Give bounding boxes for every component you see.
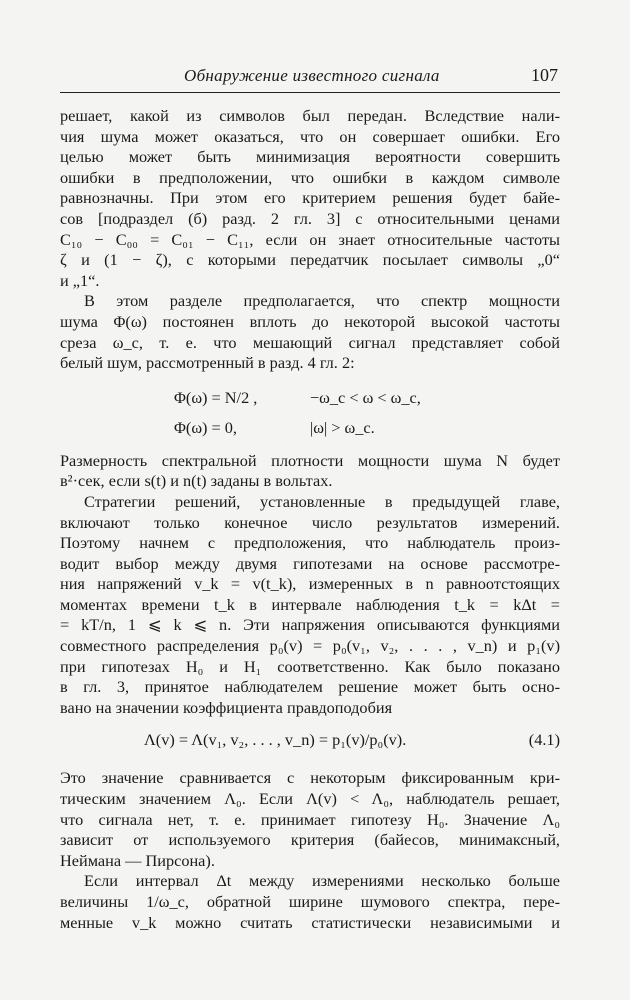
text-line: Поэтому начнем с предположения, что наблюдатель произ- xyxy=(60,533,560,553)
paragraph-6 xyxy=(60,871,560,933)
text-line: среза ω_c, т. е. что мешающий сигнал представляет собой xyxy=(60,332,560,352)
text-line: белый шум, рассмотренный в разд. 4 гл. 2: xyxy=(60,353,355,373)
text-line: менные v_k можно считать статистически независимыми и xyxy=(60,912,560,932)
text-line: = kT/n, 1 ⩽ k ⩽ n. Эти напряжения описываются функциями xyxy=(60,615,560,635)
body-text xyxy=(60,106,560,933)
text-line: ζ и (1 − ζ), с которыми передатчик посылает символы „0“ xyxy=(60,250,560,270)
equation-condition: |ω| > ω_c. xyxy=(310,417,375,437)
page-number: 107 xyxy=(531,65,558,85)
text-line: в²·сек, если s(t) и n(t) заданы в вольтах. xyxy=(60,471,333,491)
text-line: моментах времени t_k в интервале наблюдения t_k = kΔt = xyxy=(60,594,560,614)
text-line: водит выбор между двумя гипотезами на основе рассмотре- xyxy=(60,553,560,573)
equation-formula: Λ(v) = Λ(v₁, v₂, . . . , v_n) = p₁(v)/p₀(v). xyxy=(144,730,407,750)
text-line: Это значение сравнивается с некоторым фиксированным кри- xyxy=(60,768,560,788)
text-line: Стратегии решений, установленные в предыдущей главе, xyxy=(84,491,560,511)
text-line: Неймана — Пирсона). xyxy=(60,850,215,870)
likelihood-ratio-equation xyxy=(60,722,560,758)
equation-left: Φ(ω) = 0, xyxy=(174,417,237,437)
text-line: сов [подраздел (б) разд. 2 гл. 3] с относительными ценами xyxy=(60,208,560,228)
paragraph-3 xyxy=(60,451,560,492)
text-line: чия шума может оказаться, что он совершает ошибки. Его xyxy=(60,126,560,146)
equation-condition: −ω_c < ω < ω_c, xyxy=(310,387,421,407)
text-line: ния напряжений v_k = v(t_k), измеренных в n равноотстоящих xyxy=(60,574,560,594)
text-line: что сигнала нет, т. е. принимает гипотезу H₀. Значение Λ₀ xyxy=(60,809,560,829)
text-line: Размерность спектральной плотности мощности шума N будет xyxy=(60,450,560,470)
paragraph-2 xyxy=(60,291,560,373)
noise-spectrum-equation xyxy=(60,383,560,443)
paragraph-5 xyxy=(60,768,560,871)
text-line: тическим значением Λ₀. Если Λ(v) < Λ₀, наблюдатель решает, xyxy=(60,789,560,809)
text-line: Если интервал Δt между измерениями несколько больше xyxy=(84,871,560,891)
text-line: равнозначны. При этом его критерием решения будет байе- xyxy=(60,188,560,208)
text-line: зависит от используемого критерия (байесов, минимаксный, xyxy=(60,830,560,850)
text-line: и „1“. xyxy=(60,270,100,290)
running-header xyxy=(60,62,560,93)
text-line: целью может быть минимизация вероятности совершить xyxy=(60,147,560,167)
text-line: при гипотезах H₀ и H₁ соответственно. Как было показано xyxy=(60,656,560,676)
text-line: в гл. 3, принятое наблюдателем решение может быть осно- xyxy=(60,677,560,697)
text-line: решает, какой из символов был передан. Вследствие нали- xyxy=(60,106,560,125)
text-line: вано на значении коэффициента правдоподобия xyxy=(60,697,393,717)
equation-left: Φ(ω) = N/2 , xyxy=(174,387,258,407)
text-line: включают только конечное число результатов измерений. xyxy=(60,512,560,532)
text-line: величины 1/ω_c, обратной ширине шумового спектра, пере- xyxy=(60,892,560,911)
text-line: совместного распределения p₀(v) = p₀(v₁, v₂, . . . , v_n) и p₁(v) xyxy=(60,636,560,656)
text-line: шума Φ(ω) постоянен вплоть до некоторой высокой частоты xyxy=(60,311,560,331)
running-title: Обнаружение известного сигнала xyxy=(184,66,440,85)
paragraph-1 xyxy=(60,106,560,291)
text-line: В этом разделе предполагается, что спектр мощности xyxy=(84,291,560,311)
equation-number: (4.1) xyxy=(528,730,560,750)
paragraph-4 xyxy=(60,492,560,719)
text-line: C₁₀ − C₀₀ = C₀₁ − C₁₁, если он знает относительные частоты xyxy=(60,229,560,249)
text-line: ошибки в предположении, что ошибки в каждом символе xyxy=(60,167,560,187)
